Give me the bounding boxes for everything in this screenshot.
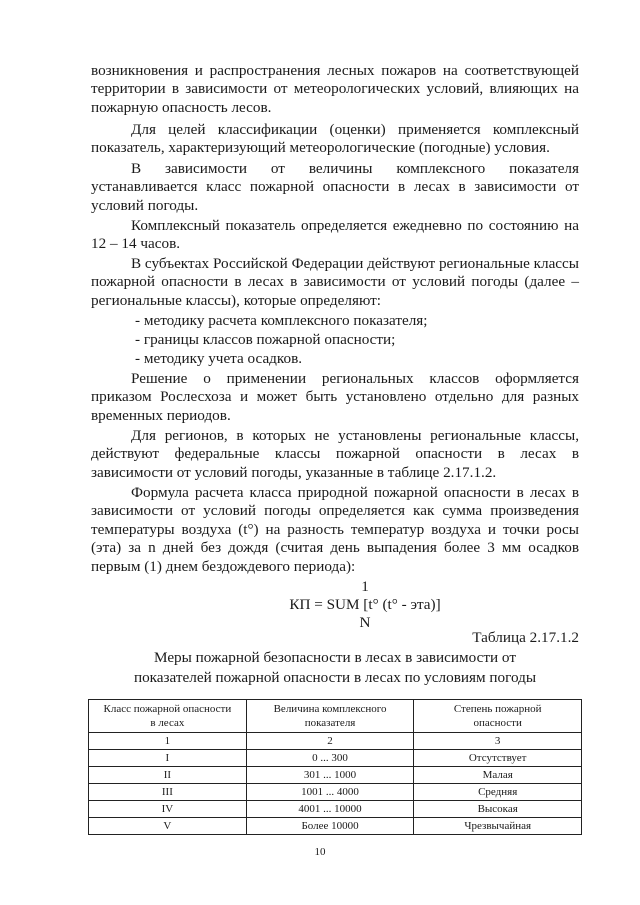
table-row (89, 801, 582, 818)
table-cell: V (89, 818, 247, 835)
header-text: Величина комплексного (273, 703, 387, 715)
paragraph-2: Для целей классификации (оценки) применяется комплексный показатель, характеризующий метеорологические (погодные) условия. (91, 121, 579, 157)
table-cell: 2 (246, 733, 414, 750)
table-cell: II (89, 767, 247, 784)
table-cell: 301 ... 1000 (246, 767, 414, 784)
table-cell: Отсутствует (414, 750, 582, 767)
list-item: - методику учета осадков. (135, 350, 303, 367)
table-header-cell (89, 700, 247, 733)
table-cell: Чрезвычайная (414, 818, 582, 835)
table-cell: III (89, 784, 247, 801)
header-text: опасности (473, 717, 522, 729)
fire-danger-table (88, 699, 582, 835)
table-cell: I (89, 750, 247, 767)
table-cell: 0 ... 300 (246, 750, 414, 767)
table-row (89, 767, 582, 784)
table-cell: Малая (414, 767, 582, 784)
table-row (89, 733, 582, 750)
table-row (89, 818, 582, 835)
paragraph-3: В зависимости от величины комплексного показателя устанавливается класс пожарной опасности в лесах в зависимости от условий погоды. (91, 160, 579, 214)
table-row (89, 784, 582, 801)
header-text: Степень пожарной (453, 703, 542, 715)
table-number: Таблица 2.17.1.2 (472, 629, 579, 646)
table-cell: 1001 ... 4000 (246, 784, 414, 801)
header-text: Класс пожарной опасности (103, 703, 232, 715)
table-header-cell (246, 700, 414, 733)
formula-upper-limit: 1 (361, 578, 369, 595)
header-text: в лесах (150, 717, 185, 729)
page-number: 10 (314, 846, 326, 858)
table-header-cell (414, 700, 582, 733)
paragraph-1: возникновения и распространения лесных пожаров на соответствующей территории в зависимости от метеорологических условий, влияющих на пожарную опасность лесов. (91, 62, 579, 116)
table-row (89, 750, 582, 767)
table-title-line-2: показателей пожарной опасности в лесах по условиям погоды (133, 669, 537, 686)
table-cell: Более 10000 (246, 818, 414, 835)
paragraph-7: Для регионов, в которых не установлены региональные классы, действуют федеральные классы пожарной опасности в лесах в зависимости от условий погоды, указанные в таблице 2.17.1.2. (91, 427, 579, 481)
table-title-line-1: Меры пожарной безопасности в лесах в зависимости от (154, 649, 516, 666)
table-cell: IV (89, 801, 247, 818)
table-cell: 1 (89, 733, 247, 750)
table-header-row (89, 700, 582, 733)
list-item: - границы классов пожарной опасности; (135, 331, 396, 348)
list-item: - методику расчета комплексного показателя; (135, 312, 428, 329)
header-text: показателя (304, 717, 356, 729)
table-cell: 4001 ... 10000 (246, 801, 414, 818)
formula-main: КП = SUM [t° (t° - эта)] (289, 596, 441, 613)
paragraph-8: Формула расчета класса природной пожарной опасности в лесах в зависимости от условий погоды определяется как сумма произведения температуры воздуха (t°) на разность температур воздуха и точки росы (эта) за n дней без дождя (считая день выпадения более 3 мм осадков первым (1) днем бездождевого периода): (91, 484, 579, 575)
table-cell: Высокая (414, 801, 582, 818)
formula-lower-limit: N (359, 614, 371, 631)
paragraph-4: Комплексный показатель определяется ежедневно по состоянию на 12 – 14 часов. (91, 217, 579, 253)
paragraph-5: В субъектах Российской Федерации действуют региональные классы пожарной опасности в лесах в зависимости от условий погоды (далее – региональные классы), которые определяют: (91, 255, 579, 309)
paragraph-6: Решение о применении региональных классов оформляется приказом Рослесхоза и может быть установлено отдельно для разных временных периодов. (91, 370, 579, 424)
table-cell: 3 (414, 733, 582, 750)
table-cell: Средняя (414, 784, 582, 801)
